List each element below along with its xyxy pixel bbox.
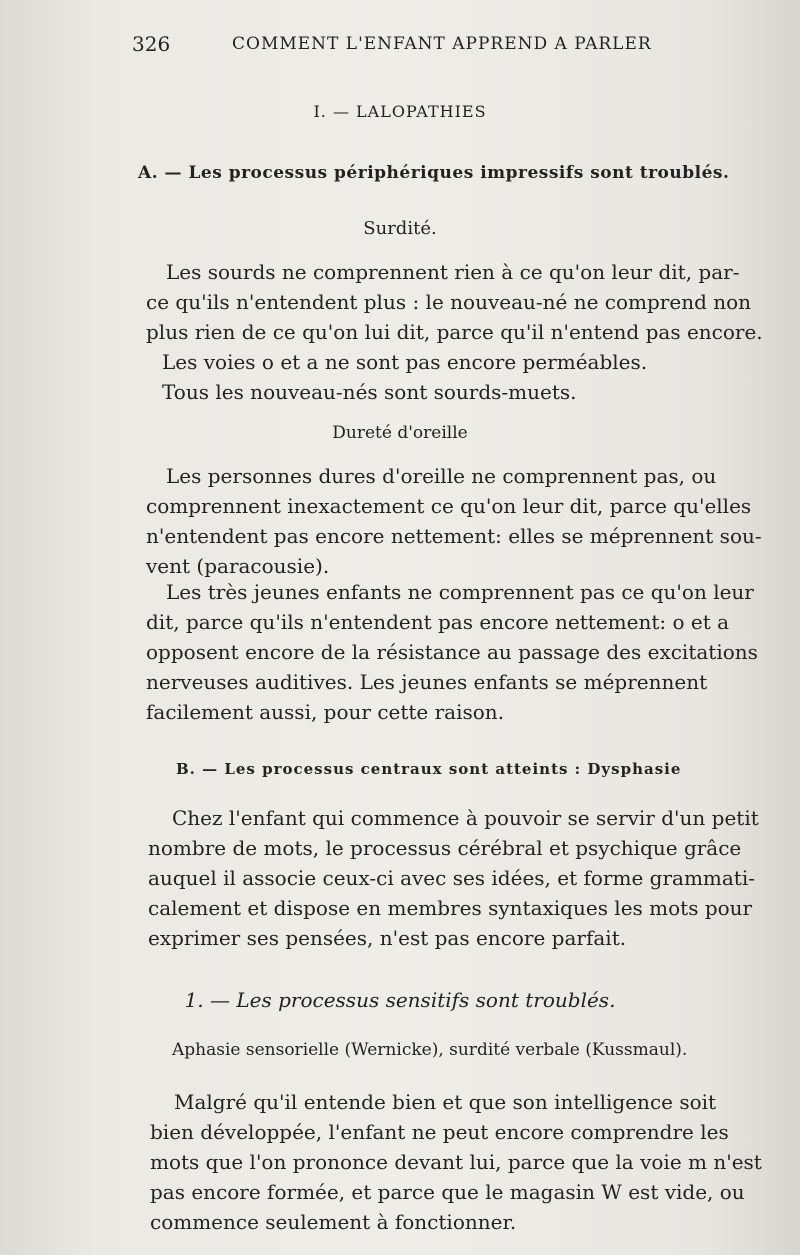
- text-line: calement et dispose en membres syntaxiques les mots pour: [148, 896, 753, 920]
- text-line: dit, parce qu'ils n'entendent pas encore nettement: o et a: [146, 610, 730, 634]
- text-line: nombre de mots, le processus cérébral et psychique grâce: [148, 836, 742, 860]
- text-line: mots que l'on prononce devant lui, parce que la voie m n'est: [150, 1150, 762, 1174]
- text-line: vent (paracousie).: [146, 554, 330, 578]
- durete-paragraph-2: [146, 577, 766, 727]
- page-number: 326: [132, 32, 171, 56]
- subsection-b-title: B. — Les processus centraux sont atteints : Dysphasie: [176, 760, 682, 778]
- text-line: n'entendent pas encore nettement: elles se méprennent sou-: [146, 524, 762, 548]
- text-line: auquel il associe ceux-ci avec ses idées, et forme grammati-: [148, 866, 755, 890]
- surdite-paragraph: [146, 257, 761, 407]
- sensitifs-paragraph: [150, 1087, 770, 1237]
- text-line: nerveuses auditives. Les jeunes enfants se méprennent: [146, 670, 708, 694]
- text-line: commence seulement à fonctionner.: [150, 1210, 517, 1234]
- text-line: bien développée, l'enfant ne peut encore comprendre les: [150, 1120, 729, 1144]
- dysphasie-paragraph: [148, 803, 768, 953]
- text-line: ce qu'ils n'entendent plus : le nouveau-né ne comprend non: [146, 290, 752, 314]
- text-line: Les voies o et a ne sont pas encore perméables.: [162, 350, 648, 374]
- text-line: facilement aussi, pour cette raison.: [146, 700, 505, 724]
- aphasie-subheading: Aphasie sensorielle (Wernicke), surdité verbale (Kussmaul).: [172, 1040, 688, 1060]
- running-head: COMMENT L'ENFANT APPREND A PARLER: [232, 34, 652, 54]
- text-line: opposent encore de la résistance au passage des excitations: [146, 640, 758, 664]
- durete-heading: Dureté d'oreille: [332, 423, 468, 443]
- text-line: plus rien de ce qu'on lui dit, parce qu'il n'entend pas encore.: [146, 320, 763, 344]
- text-line: Tous les nouveau-nés sont sourds-muets.: [162, 380, 577, 404]
- surdite-heading: Surdité.: [363, 218, 437, 239]
- text-line: pas encore formée, et parce que le magasin W est vide, ou: [150, 1180, 745, 1204]
- text-line: Malgré qu'il entende bien et que son intelligence soit: [174, 1090, 717, 1114]
- text-line: Les très jeunes enfants ne comprennent pas ce qu'on leur: [166, 580, 754, 604]
- subsection-a-title: A. — Les processus périphériques impressifs sont troublés.: [138, 163, 730, 183]
- durete-paragraph-1: [146, 461, 766, 581]
- page-header: [132, 32, 692, 60]
- text-line: Chez l'enfant qui commence à pouvoir se servir d'un petit: [172, 806, 759, 830]
- text-line: comprennent inexactement ce qu'on leur dit, parce qu'elles: [146, 494, 752, 518]
- text-line: exprimer ses pensées, n'est pas encore parfait.: [148, 926, 627, 950]
- sensitifs-heading: 1. — Les processus sensitifs sont troublés.: [184, 988, 616, 1012]
- section-title: I. — LALOPATHIES: [313, 102, 487, 121]
- text-line: Les personnes dures d'oreille ne comprennent pas, ou: [166, 464, 717, 488]
- text-line: Les sourds ne comprennent rien à ce qu'on leur dit, par-: [166, 260, 740, 284]
